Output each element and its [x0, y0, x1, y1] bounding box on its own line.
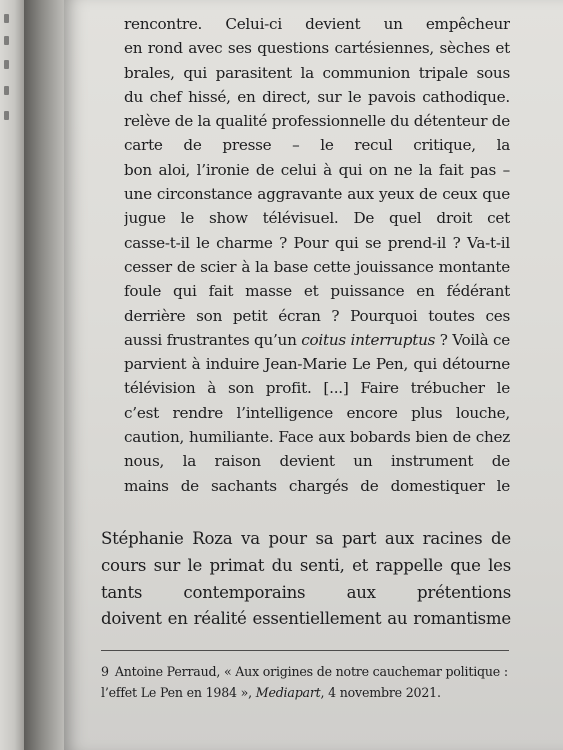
quote-line: caution, humiliante. Face aux bobards bien de chez — [124, 428, 510, 447]
italic-phrase: coitus interruptus — [301, 330, 436, 349]
quote-line: cesser de scier à la base cette jouissance montante — [124, 257, 510, 276]
quote-line-with-italic — [124, 328, 510, 352]
quote-line: une circonstance aggravante aux yeux de ceux que — [124, 185, 510, 204]
quote-last-line — [124, 474, 510, 498]
quote-line: carte de presse – le recul critique, la — [124, 136, 510, 155]
quote-line: parvient à induire Jean-Marie Le Pen, qui détourne — [124, 355, 510, 374]
footnote-separator — [101, 650, 509, 651]
body-line: tants contemporains aux prétentions — [101, 582, 511, 602]
facing-page-text-fragment — [4, 60, 9, 69]
quote-line: bon aloi, l’ironie de celui à qui on ne la fait pas – — [124, 160, 510, 179]
quote-line: jugue le show télévisuel. De quel droit cet — [124, 209, 510, 228]
footnote-line — [101, 662, 511, 683]
quote-text: aussi frustrantes qu’un — [124, 330, 302, 349]
quote-line: relève de la qualité professionnelle du détenteur de — [124, 112, 510, 131]
facing-page-text-fragment — [4, 86, 9, 95]
quote-line: brales, qui parasitent la communion tripale sous — [124, 63, 510, 82]
facing-page-text-fragment — [4, 36, 9, 45]
facing-page-text-fragment — [4, 14, 9, 23]
quote-line: casse-t-il le charme ? Pour qui se prend-il ? Va-t-il — [124, 233, 510, 252]
quote-line: en rond avec ses questions cartésiennes, sèches et — [124, 39, 510, 58]
body-line: doivent en réalité essentiellement au romantisme — [101, 609, 511, 629]
facing-page-edge — [0, 0, 24, 750]
book-gutter-shadow — [24, 0, 64, 750]
body-line: cours sur le primat du senti, et rappelle que les — [101, 555, 511, 575]
quote-line: nous, la raison devient un instrument de — [124, 452, 510, 471]
quote-line: c’est rendre l’intelligence encore plus louche, — [124, 403, 510, 422]
footnote-text: l’effet Le Pen en 1984 », — [101, 684, 256, 700]
quote-line: télévision à son profit. [...] Faire trébucher le — [124, 379, 510, 398]
footnote-number: 9 — [101, 664, 109, 679]
footnote-text: Antoine Perraud, « Aux origines de notre cauchemar politique : — [114, 664, 508, 679]
body-paragraph — [101, 526, 511, 633]
footnote-text: , 4 novembre 2021. — [320, 684, 441, 700]
quote-text: ? Voilà ce — [439, 330, 510, 349]
body-line: Stéphanie Roza va pour sa part aux racines de — [101, 529, 511, 548]
block-quote — [124, 12, 510, 498]
footnote — [101, 662, 511, 703]
quote-line: foule qui fait masse et puissance en fédérant — [124, 282, 510, 301]
quote-line: derrière son petit écran ? Pourquoi toutes ces — [124, 306, 510, 325]
footnote-source: Mediapart — [255, 684, 321, 700]
facing-page-text-fragment — [4, 111, 9, 120]
quote-line: du chef hissé, en direct, sur le pavois cathodique. — [124, 87, 510, 106]
footnote-line — [101, 683, 511, 704]
quote-text: mains de sachants chargés de domestiquer le — [124, 476, 510, 495]
quote-line: rencontre. Celui-ci devient un empêcheur — [124, 15, 510, 33]
